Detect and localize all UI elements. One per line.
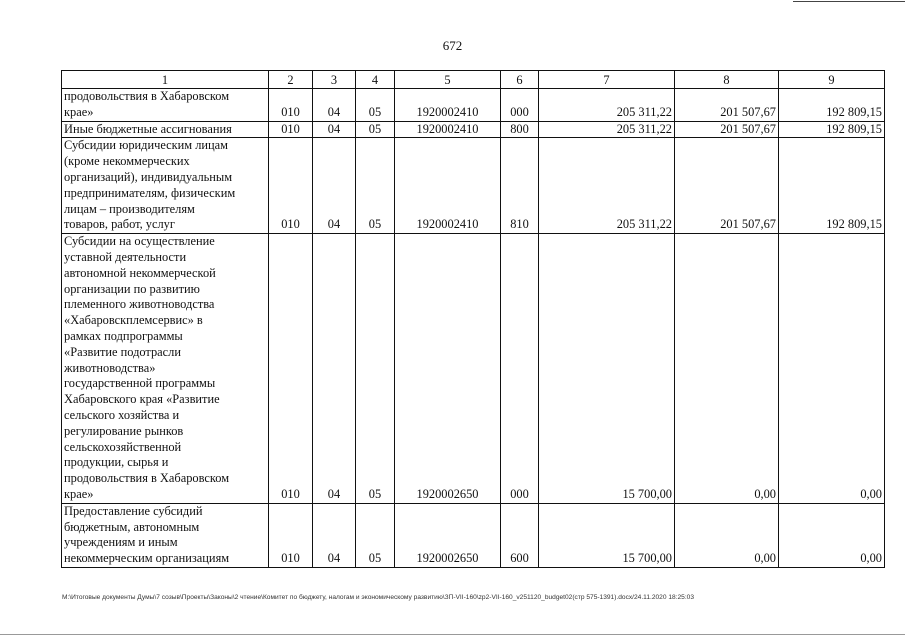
table-row <box>62 89 885 122</box>
column-header: 2 <box>269 71 313 89</box>
expense-name-line: уставной деятельности <box>64 249 187 264</box>
column-header: 9 <box>779 71 885 89</box>
amount-2022-cell: 0,00 <box>675 234 779 504</box>
expense-name-line: организации по развитию <box>64 281 200 296</box>
expense-type-code-cell: 000 <box>501 234 539 504</box>
expense-name-line: Предоставление субсидий <box>64 503 203 518</box>
budget-table <box>61 70 885 568</box>
table-row <box>62 234 885 504</box>
column-number-row <box>62 71 885 89</box>
expense-name-line: предпринимателям, физическим <box>64 185 236 200</box>
expense-name-line: некоммерческим организациям <box>64 551 230 566</box>
expense-type-code-cell: 000 <box>501 89 539 122</box>
amount-2022-cell: 201 507,67 <box>675 89 779 122</box>
subsubsection-code-cell: 05 <box>356 121 395 138</box>
expense-name-line: Субсидии на осуществление <box>64 234 215 249</box>
expense-name-line: «Хабаровскплемсервис» в <box>64 313 203 328</box>
expense-name-line: товаров, работ, услуг <box>64 217 175 232</box>
expense-name-line: автономной некоммерческой <box>64 265 216 280</box>
expense-name-line: Хабаровского края «Развитие <box>64 392 220 407</box>
subsection-code-cell: 04 <box>313 121 356 138</box>
expense-name-line: продукции, сырья и <box>64 455 169 470</box>
expense-type-code-cell: 600 <box>501 503 539 567</box>
section-code-cell: 010 <box>269 503 313 567</box>
amount-2022-cell: 201 507,67 <box>675 121 779 138</box>
expense-name-line: продовольствия в Хабаровском <box>64 471 230 486</box>
expense-name-cell <box>62 234 269 504</box>
expense-name-line: регулирование рынков <box>64 423 184 438</box>
expense-name-line: животноводства» <box>64 360 156 375</box>
expense-name-line: сельского хозяйства и <box>64 407 180 422</box>
table-row <box>62 138 885 234</box>
column-header: 7 <box>539 71 675 89</box>
section-code-cell: 010 <box>269 234 313 504</box>
expense-name-line: организаций), индивидуальным <box>64 169 233 184</box>
column-header: 1 <box>62 71 269 89</box>
top-edge-line <box>793 1 905 2</box>
expense-name-line: рамках подпрограммы <box>64 328 183 343</box>
expense-name-line: племенного животноводства <box>64 297 215 312</box>
expense-name-line: учреждениям и иным <box>64 535 178 550</box>
section-code-cell: 010 <box>269 138 313 234</box>
amount-2021-cell: 205 311,22 <box>539 138 675 234</box>
column-header: 3 <box>313 71 356 89</box>
target-code-cell: 1920002650 <box>395 503 501 567</box>
amount-2023-cell: 192 809,15 <box>779 138 885 234</box>
amount-2021-cell: 205 311,22 <box>539 89 675 122</box>
section-code-cell: 010 <box>269 89 313 122</box>
table-row <box>62 503 885 567</box>
file-path-footer: M:\Итоговые документы Думы\7 созыв\Проекты\Законы\2 чтение\Комитет по бюджету, налогам и экономическому развитию\ЗП-VII-160\zp2-VII-160_v251120_budget02(стр 575-1391).docx/24.11.2020 18:25:03 <box>62 594 695 601</box>
expense-name-line: сельскохозяйственной <box>64 439 182 454</box>
subsubsection-code-cell: 05 <box>356 138 395 234</box>
subsection-code-cell: 04 <box>313 138 356 234</box>
expense-type-code-cell: 800 <box>501 121 539 138</box>
column-header: 5 <box>395 71 501 89</box>
amount-2023-cell: 192 809,15 <box>779 89 885 122</box>
subsubsection-code-cell: 05 <box>356 234 395 504</box>
expense-type-code-cell: 810 <box>501 138 539 234</box>
subsection-code-cell: 04 <box>313 89 356 122</box>
amount-2021-cell: 205 311,22 <box>539 121 675 138</box>
expense-name-line: «Развитие подотрасли <box>64 344 181 359</box>
page-number: 672 <box>442 38 463 53</box>
expense-name-cell <box>62 121 269 138</box>
target-code-cell: 1920002650 <box>395 234 501 504</box>
section-code-cell: 010 <box>269 121 313 138</box>
expense-name-line: крае» <box>64 486 94 501</box>
subsection-code-cell: 04 <box>313 234 356 504</box>
bottom-edge-line <box>0 634 905 635</box>
column-header: 4 <box>356 71 395 89</box>
expense-name-cell <box>62 138 269 234</box>
subsection-code-cell: 04 <box>313 503 356 567</box>
amount-2022-cell: 0,00 <box>675 503 779 567</box>
expense-name-line: продовольствия в Хабаровском <box>64 89 230 103</box>
expense-name-line: Субсидии юридическим лицам <box>64 138 229 153</box>
expense-name-line: бюджетным, автономным <box>64 519 200 534</box>
expense-name-line: лицам – производителям <box>64 201 195 216</box>
column-header: 6 <box>501 71 539 89</box>
amount-2023-cell: 0,00 <box>779 503 885 567</box>
expense-name-cell <box>62 503 269 567</box>
amount-2021-cell: 15 700,00 <box>539 234 675 504</box>
amount-2023-cell: 0,00 <box>779 234 885 504</box>
amount-2023-cell: 192 809,15 <box>779 121 885 138</box>
expense-name-line: государственной программы <box>64 376 216 391</box>
subsubsection-code-cell: 05 <box>356 89 395 122</box>
subsubsection-code-cell: 05 <box>356 503 395 567</box>
expense-name-line: крае» <box>64 104 94 119</box>
column-header: 8 <box>675 71 779 89</box>
expense-name-cell <box>62 89 269 122</box>
target-code-cell: 1920002410 <box>395 138 501 234</box>
amount-2022-cell: 201 507,67 <box>675 138 779 234</box>
target-code-cell: 1920002410 <box>395 89 501 122</box>
expense-name-line: Иные бюджетные ассигнования <box>64 121 232 136</box>
expense-name-line: (кроме некоммерческих <box>64 154 190 169</box>
amount-2021-cell: 15 700,00 <box>539 503 675 567</box>
table-row <box>62 121 885 138</box>
target-code-cell: 1920002410 <box>395 121 501 138</box>
